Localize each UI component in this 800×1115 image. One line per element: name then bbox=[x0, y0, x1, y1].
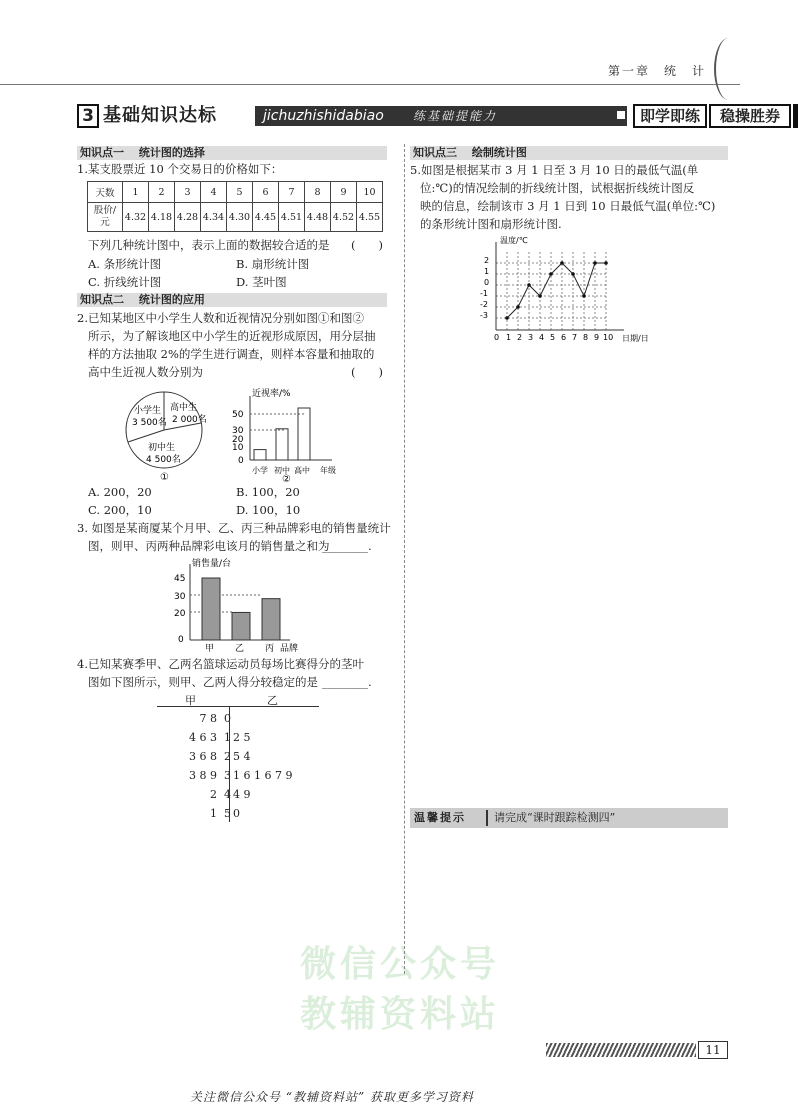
day-cell: 6 bbox=[253, 182, 279, 203]
day-cell: 3 bbox=[175, 182, 201, 203]
q5-line-2: 位:℃)的情况绘制的折线统计图，试根据折线统计图反 bbox=[420, 181, 695, 195]
banner-title: 基础知识达标 bbox=[103, 105, 217, 126]
q5-line-4: 的条形统计图和扇形统计图. bbox=[420, 217, 562, 231]
temp-xtick: 6 bbox=[561, 333, 567, 342]
temp-point bbox=[516, 305, 520, 309]
banner-number: 3 bbox=[77, 104, 99, 128]
sales-cat: 丙 bbox=[265, 644, 275, 652]
q2-option-d: D. 100，10 bbox=[236, 503, 301, 517]
temp-xtick: 5 bbox=[550, 333, 556, 342]
q2-option-c: C. 200，10 bbox=[88, 503, 152, 517]
q2-option-a: A. 200，20 bbox=[88, 485, 152, 499]
q1-question: 下列几种统计图中，表示上面的数据较合适的是 bbox=[88, 238, 330, 252]
q4-line-2: 图如下图所示，则甲、乙两人得分较稳定的是 bbox=[88, 675, 318, 689]
price-cell: 4.30 bbox=[227, 203, 253, 232]
day-cell: 10 bbox=[357, 182, 383, 203]
myopia-tick: 0 bbox=[238, 456, 244, 466]
price-table-head-days: 天数 bbox=[88, 182, 123, 203]
leaf-left: 7 8 bbox=[199, 712, 217, 725]
q3-line-1: 3. 如图是某商厦某个月甲、乙、丙三种品牌彩电的销售量统计 bbox=[77, 521, 391, 535]
pie-chart bbox=[120, 388, 220, 484]
q5-line-3: 映的信息，绘制该市 3 月 1 日到 10 日最低气温(单位:℃) bbox=[420, 199, 716, 213]
price-cell: 4.28 bbox=[175, 203, 201, 232]
temp-point bbox=[604, 261, 608, 265]
day-cell: 9 bbox=[331, 182, 357, 203]
tip-text: 请完成“课时跟踪检测四” bbox=[494, 811, 616, 824]
tip-label: 温馨提示 bbox=[414, 811, 466, 824]
sales-bar-jia bbox=[202, 578, 220, 640]
myopia-tick: 30 bbox=[232, 426, 244, 436]
q4-blank: ________. bbox=[322, 675, 372, 689]
myopia-bar-middle bbox=[276, 429, 288, 460]
temp-point bbox=[527, 283, 531, 287]
temp-xtick: 9 bbox=[594, 333, 600, 342]
pie-label-primary: 小学生 bbox=[134, 406, 162, 416]
temp-xtick: 1 bbox=[506, 333, 512, 342]
price-table-head-price bbox=[88, 203, 123, 232]
stem: 4 bbox=[224, 788, 231, 801]
q2-answer-paren: ( ) bbox=[351, 365, 383, 379]
myopia-cat: 小学 bbox=[252, 466, 268, 475]
leaf-right: 0 bbox=[233, 807, 240, 820]
temp-xtick: 2 bbox=[517, 333, 523, 342]
myopia-cat: 初中 bbox=[274, 466, 290, 475]
q1-option-b: B. 扇形统计图 bbox=[236, 257, 310, 271]
temperature-line-chart bbox=[476, 234, 666, 346]
q2-line-3: 样的方法抽取 2%的学生进行调查，则样本容量和抽取的 bbox=[88, 347, 375, 361]
price-cell: 4.32 bbox=[123, 203, 149, 232]
pie-label-middle: 初中生 bbox=[148, 443, 176, 453]
q3-line-2: 图，则甲、丙两种品牌彩电该月的销售量之和为 bbox=[88, 539, 330, 553]
myopia-bar-chart bbox=[228, 386, 358, 484]
myopia-tick: 10 bbox=[232, 443, 244, 453]
temp-point bbox=[582, 294, 586, 298]
footer-hatch-bar bbox=[546, 1043, 696, 1057]
price-head-a: 股价/ bbox=[93, 205, 117, 216]
myopia-caption: ② bbox=[282, 474, 291, 484]
temp-ytick: 1 bbox=[484, 267, 490, 276]
price-cell: 4.18 bbox=[149, 203, 175, 232]
section-banner bbox=[77, 104, 780, 128]
temp-ylabel: 温度/℃ bbox=[500, 236, 528, 245]
temp-ytick: -3 bbox=[480, 311, 488, 320]
price-table bbox=[87, 181, 383, 232]
sales-bar-bing bbox=[262, 599, 280, 640]
price-cell: 4.55 bbox=[357, 203, 383, 232]
temp-series-line bbox=[507, 263, 606, 318]
temp-grid bbox=[496, 252, 606, 330]
myopia-tick: 50 bbox=[232, 410, 244, 420]
sales-tick: 30 bbox=[174, 592, 186, 602]
temp-ytick: -2 bbox=[480, 300, 488, 309]
q4-line-1: 4.已知某赛季甲、乙两名篮球运动员每场比赛得分的茎叶 bbox=[77, 657, 364, 671]
sales-ylabel: 销售量/台 bbox=[192, 559, 232, 569]
banner-square-icon bbox=[617, 111, 625, 119]
watermark-line-2: 教辅资料站 bbox=[300, 994, 501, 1035]
stem: 0 bbox=[224, 712, 231, 725]
price-cell: 4.51 bbox=[279, 203, 305, 232]
leaf-right: 1 6 1 6 7 9 bbox=[233, 769, 293, 782]
price-cell: 4.34 bbox=[201, 203, 227, 232]
banner-box-win: 稳操胜券 bbox=[709, 104, 791, 128]
temp-xtick: 8 bbox=[583, 333, 589, 342]
day-cell: 5 bbox=[227, 182, 253, 203]
stem: 1 bbox=[224, 731, 231, 744]
sales-tick: 0 bbox=[178, 635, 184, 645]
price-head-b: 元 bbox=[100, 217, 110, 228]
q2-line-1: 2.已知某地区中小学生人数和近视情况分别如图①和图② bbox=[77, 311, 364, 325]
footer-note: 关注微信公众号 “教辅资料站” 获取更多学习资料 bbox=[190, 1090, 474, 1104]
banner-pinyin: jichuzhishidabiao bbox=[263, 108, 384, 124]
knowledge-point-2-title: 知识点二 统计图的应用 bbox=[77, 293, 387, 307]
q3-blank: ________. bbox=[322, 539, 372, 553]
leaf-right: 4 9 bbox=[233, 788, 251, 801]
temp-xtick: 7 bbox=[572, 333, 578, 342]
day-cell: 4 bbox=[201, 182, 227, 203]
banner-slogan: 练基础提能力 bbox=[413, 109, 498, 123]
myopia-ylabel: 近视率/% bbox=[252, 389, 291, 399]
temp-ytick: -1 bbox=[480, 289, 488, 298]
stem-leaf-head-yi: 乙 bbox=[267, 694, 278, 707]
banner-end-block bbox=[793, 104, 798, 128]
temp-point bbox=[593, 261, 597, 265]
leaf-left: 1 bbox=[210, 807, 217, 820]
temp-xtick: 0 bbox=[494, 333, 500, 342]
temp-point bbox=[505, 316, 509, 320]
leaf-right: 5 4 bbox=[233, 750, 251, 763]
header-bracket bbox=[714, 38, 738, 100]
q1-option-c: C. 折线统计图 bbox=[88, 275, 162, 289]
page-number: 11 bbox=[698, 1041, 728, 1059]
price-table-row-prices bbox=[88, 203, 383, 232]
temp-point bbox=[571, 272, 575, 276]
banner-box-practice: 即学即练 bbox=[633, 104, 707, 128]
myopia-xlabel: 年级 bbox=[320, 466, 336, 475]
q1-option-a: A. 条形统计图 bbox=[88, 257, 162, 271]
q1-option-d: D. 茎叶图 bbox=[236, 275, 287, 289]
temp-y-ticks bbox=[480, 256, 489, 320]
temp-point bbox=[560, 261, 564, 265]
watermark bbox=[300, 940, 500, 1040]
leaf-left: 4 6 3 bbox=[189, 731, 217, 744]
knowledge-point-1-title: 知识点一 统计图的选择 bbox=[77, 146, 387, 160]
sales-cat: 乙 bbox=[235, 644, 245, 652]
price-cell: 4.45 bbox=[253, 203, 279, 232]
price-cell: 4.48 bbox=[305, 203, 331, 232]
stem: 2 bbox=[224, 750, 231, 763]
column-divider bbox=[404, 144, 405, 974]
q5-line-1: 5.如图是根据某市 3 月 1 日至 3 月 10 日的最低气温(单 bbox=[410, 163, 699, 177]
q2-line-4: 高中生近视人数分别为 bbox=[88, 365, 203, 379]
pie-slice-boundary bbox=[128, 430, 164, 442]
day-cell: 1 bbox=[123, 182, 149, 203]
pie-value-high: 2 000名 bbox=[172, 415, 207, 425]
stem-leaf-head-rule bbox=[157, 706, 319, 707]
header-rule bbox=[0, 84, 740, 85]
sales-tick: 45 bbox=[174, 574, 186, 584]
myopia-cat: 高中 bbox=[294, 466, 310, 475]
myopia-bar-high bbox=[298, 408, 310, 460]
q2-option-b: B. 100，20 bbox=[236, 485, 300, 499]
day-cell: 2 bbox=[149, 182, 175, 203]
price-table-row-days bbox=[88, 182, 383, 203]
temp-xtick: 3 bbox=[528, 333, 534, 342]
knowledge-point-3-title: 知识点三 绘制统计图 bbox=[410, 146, 728, 160]
leaf-left: 3 6 8 bbox=[189, 750, 217, 763]
watermark-line-1: 微信公众号 bbox=[300, 944, 501, 985]
leaf-right: 2 5 bbox=[233, 731, 251, 744]
myopia-tick: 20 bbox=[232, 435, 244, 445]
q2-line-2: 所示，为了解该地区中小学生的近视形成原因，用分层抽 bbox=[88, 329, 376, 343]
stem: 5 bbox=[224, 807, 231, 820]
pie-caption: ① bbox=[160, 472, 169, 483]
chapter-header: 第一章 统 计 bbox=[608, 64, 707, 78]
stem-leaf-plot bbox=[157, 692, 319, 822]
q1-stem: 1.某支股票近 10 个交易日的价格如下： bbox=[77, 162, 283, 176]
temp-x-ticks bbox=[494, 333, 613, 342]
sales-bar-yi bbox=[232, 612, 250, 640]
leaf-left: 3 8 9 bbox=[189, 769, 217, 782]
temp-ytick: 2 bbox=[484, 256, 490, 265]
q1-answer-paren: ( ) bbox=[351, 238, 383, 252]
day-cell: 8 bbox=[305, 182, 331, 203]
leaf-left: 2 bbox=[210, 788, 217, 801]
pie-label-high: 高中生 bbox=[170, 403, 198, 413]
tip-separator bbox=[486, 810, 488, 826]
stem-leaf-head-jia: 甲 bbox=[185, 694, 196, 707]
sales-cat: 甲 bbox=[205, 644, 215, 652]
temp-xlabel: 日期/日 bbox=[622, 334, 649, 343]
myopia-bar-primary bbox=[254, 450, 266, 460]
sales-xlabel: 品牌 bbox=[280, 644, 299, 652]
day-cell: 7 bbox=[279, 182, 305, 203]
tip-bar bbox=[410, 808, 728, 828]
temp-point bbox=[538, 294, 542, 298]
temp-xtick: 10 bbox=[603, 333, 614, 342]
temp-ytick: 0 bbox=[484, 278, 490, 287]
temp-xtick: 4 bbox=[539, 333, 545, 342]
temp-point bbox=[549, 272, 553, 276]
sales-bar-chart bbox=[168, 556, 318, 652]
price-cell: 4.52 bbox=[331, 203, 357, 232]
sales-tick: 20 bbox=[174, 609, 186, 619]
stem: 3 bbox=[224, 769, 231, 782]
pie-value-primary: 3 500名 bbox=[132, 418, 167, 428]
pie-value-middle: 4 500名 bbox=[146, 455, 181, 465]
